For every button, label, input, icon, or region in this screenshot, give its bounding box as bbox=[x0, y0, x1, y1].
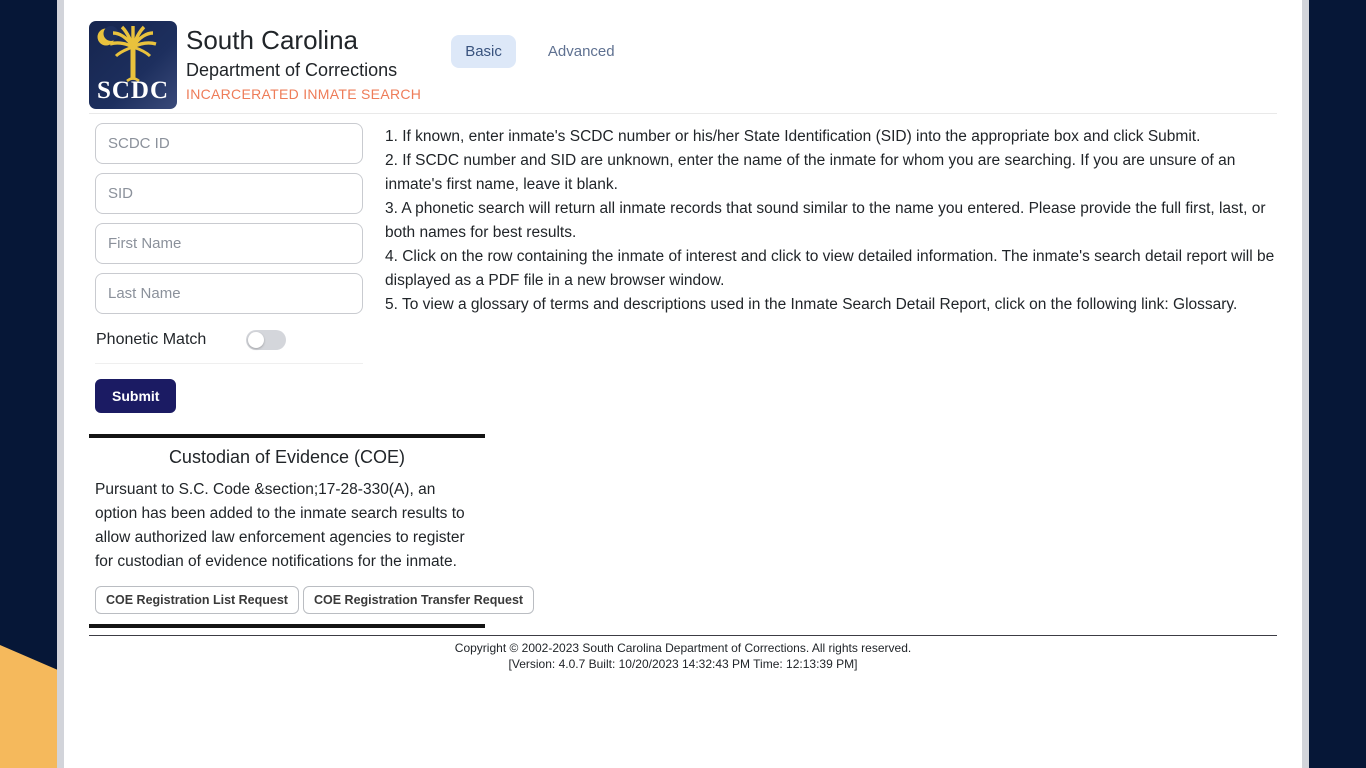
coe-registration-list-request-button[interactable]: COE Registration List Request bbox=[95, 586, 299, 614]
last-name-input[interactable] bbox=[95, 273, 363, 314]
page-title: South Carolina bbox=[186, 25, 358, 55]
coe-description: Pursuant to S.C. Code &section;17-28-330(A), an option has been added to the inmate search results to allow authorized law enforcement agencies to register for custodian of evidence notifications for the inmate. bbox=[95, 481, 465, 570]
phonetic-match-row bbox=[95, 323, 363, 364]
phonetic-match-toggle[interactable] bbox=[246, 330, 286, 350]
scdc-id-input[interactable] bbox=[95, 123, 363, 164]
phonetic-match-label: Phonetic Match bbox=[96, 331, 207, 348]
scdc-logo bbox=[89, 21, 177, 109]
instruction-item: 4. Click on the row containing the inmate of interest and click to view detailed information. The inmate's search detail report will be displayed as a PDF file in a new browser window. bbox=[385, 248, 1275, 289]
search-form bbox=[95, 123, 369, 413]
corner-accent-shape bbox=[0, 645, 57, 768]
coe-bottom-divider bbox=[89, 624, 485, 628]
submit-button[interactable]: Submit bbox=[95, 379, 176, 413]
coe-section bbox=[89, 434, 524, 628]
first-name-input[interactable] bbox=[95, 223, 363, 264]
coe-top-divider bbox=[89, 434, 485, 438]
toggle-knob-icon bbox=[248, 332, 264, 348]
coe-registration-transfer-request-button[interactable]: COE Registration Transfer Request bbox=[303, 586, 534, 614]
sid-input[interactable] bbox=[95, 173, 363, 214]
tab-advanced[interactable]: Advanced bbox=[534, 35, 629, 68]
coe-heading: Custodian of Evidence (COE) bbox=[168, 447, 406, 467]
instructions-list bbox=[385, 125, 1277, 413]
instruction-item: 2. If SCDC number and SID are unknown, enter the name of the inmate for whom you are searching. If you are unsure of an inmate's first name, leave it blank. bbox=[385, 152, 1236, 193]
instruction-item: 1. If known, enter inmate's SCDC number or his/her State Identification (SID) into the appropriate box and click Submit. bbox=[385, 128, 1201, 145]
search-mode-tabs bbox=[451, 21, 628, 68]
page-subtitle: Department of Corrections bbox=[186, 60, 398, 80]
brand-titles bbox=[186, 21, 421, 102]
version-text: [Version: 4.0.7 Built: 10/20/2023 14:32:43 PM Time: 12:13:39 PM] bbox=[508, 657, 858, 671]
footer-divider bbox=[89, 635, 1277, 636]
instruction-item: 5. To view a glossary of terms and descriptions used in the Inmate Search Detail Report, click on the following link: Glossary. bbox=[385, 296, 1238, 313]
copyright-text: Copyright © 2002-2023 South Carolina Department of Corrections. All rights reserved. bbox=[454, 641, 912, 655]
svg-text:SCDC: SCDC bbox=[96, 77, 170, 104]
page-tagline: INCARCERATED INMATE SEARCH bbox=[186, 86, 422, 102]
instruction-item: 3. A phonetic search will return all inmate records that sound similar to the name you entered. Please provide the full first, last, or both names for best results. bbox=[385, 200, 1266, 241]
main-content bbox=[89, 114, 1277, 413]
coe-buttons-row bbox=[89, 586, 524, 614]
header bbox=[89, 0, 1277, 114]
tab-basic[interactable]: Basic bbox=[451, 35, 516, 68]
page bbox=[57, 0, 1309, 768]
footer bbox=[89, 635, 1277, 672]
